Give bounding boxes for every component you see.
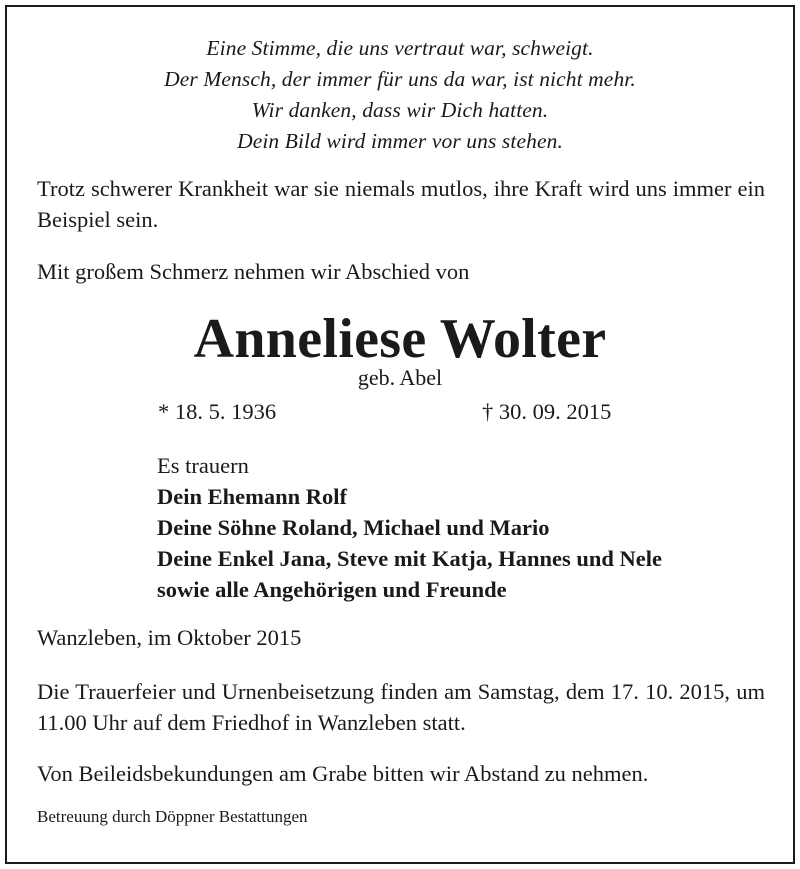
funeral-info: Die Trauerfeier und Urnenbeisetzung finden am Samstag, dem 17. 10. 2015, um 11.00 Uhr auf dem Friedhof in Wanzleben statt. — [37, 679, 765, 735]
poem-line: Der Mensch, der immer für uns da war, ist nicht mehr. — [164, 67, 636, 91]
mourners-intro: Es trauern — [157, 453, 249, 478]
birth-date: * 18. 5. 1936 — [158, 399, 277, 424]
death-date: † 30. 09. 2015 — [482, 399, 612, 424]
mourner-line: Deine Enkel Jana, Steve mit Katja, Hannes und Nele — [157, 546, 663, 571]
mourner-line: sowie alle Angehörigen und Freunde — [157, 577, 507, 602]
poem-line: Eine Stimme, die uns vertraut war, schweigt. — [206, 36, 594, 60]
place-date: Wanzleben, im Oktober 2015 — [37, 625, 302, 650]
mourner-line: Deine Söhne Roland, Michael und Mario — [157, 515, 550, 540]
poem-line: Wir danken, dass wir Dich hatten. — [251, 98, 549, 122]
mourners-block — [157, 450, 662, 605]
tribute-text: Trotz schwerer Krankheit war sie niemals mutlos, ihre Kraft wird uns immer ein Beispiel sein. — [37, 176, 765, 232]
mourner-line: Dein Ehemann Rolf — [157, 484, 348, 509]
deceased-name: Anneliese Wolter — [193, 308, 607, 370]
poem — [0, 33, 800, 157]
maiden-name: geb. Abel — [357, 365, 443, 390]
farewell-intro: Mit großem Schmerz nehmen wir Abschied von — [37, 259, 470, 284]
poem-line: Dein Bild wird immer vor uns stehen. — [237, 129, 563, 153]
condolence-note: Von Beileidsbekundungen am Grabe bitten wir Abstand zu nehmen. — [37, 761, 649, 786]
undertaker-credit: Betreuung durch Döppner Bestattungen — [37, 807, 308, 826]
